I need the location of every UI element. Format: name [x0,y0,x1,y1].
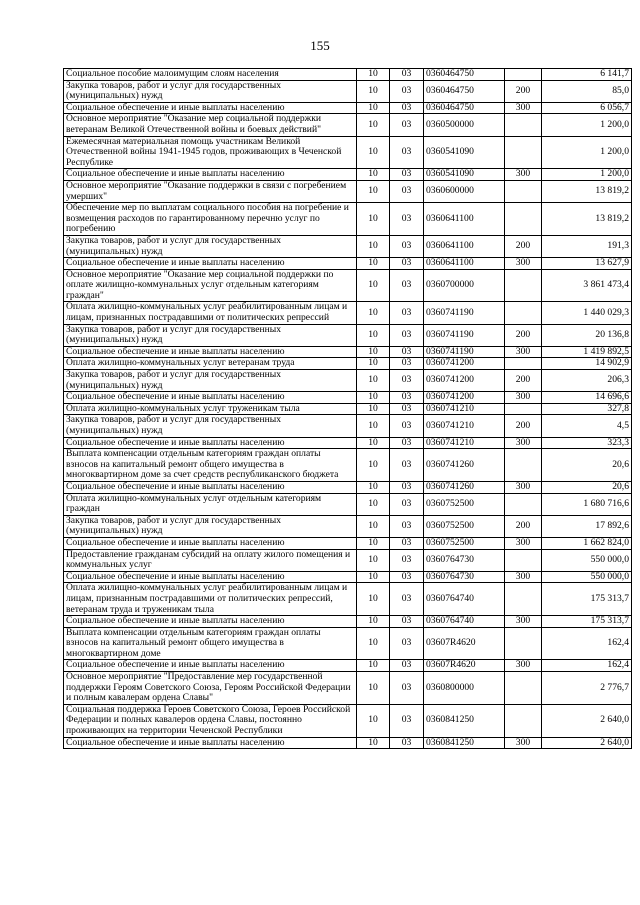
row-section-cell: 10 [357,737,390,749]
row-name-cell: Социальное обеспечение и иные выплаты населению [64,258,357,270]
row-name-cell: Основное мероприятие "Предоставление мер государственной поддержки Героям Советского Союза, Героям Российской Федерации и полным кавалерам ордена Славы" [64,672,357,705]
row-amount-cell: 14 696,6 [542,392,632,404]
table-row [64,672,632,705]
row-subsection-cell: 03 [390,203,424,236]
table-row [64,737,632,749]
row-name-cell: Закупка товаров, работ и услуг для государственных (муниципальных) нужд [64,370,357,392]
row-subsection-cell: 03 [390,403,424,415]
row-target-article-cell: 0360541090 [424,136,505,169]
row-name-cell: Основное мероприятие "Оказание мер социальной поддержки по оплате жилищно-коммунальных услуг отдельным категориям граждан" [64,269,357,302]
row-target-article-cell: 0360741210 [424,437,505,449]
row-subsection-cell: 03 [390,549,424,571]
row-amount-cell: 175 313,7 [542,583,632,616]
row-expense-type-cell [505,704,542,737]
row-amount-cell: 206,3 [542,370,632,392]
row-name-cell: Оплата жилищно-коммунальных услуг ветеранам труда [64,358,357,370]
row-amount-cell: 1 200,0 [542,169,632,181]
row-name-cell: Социальное обеспечение и иные выплаты населению [64,660,357,672]
row-name-cell: Социальное обеспечение и иные выплаты населению [64,346,357,358]
row-target-article-cell: 0360800000 [424,672,505,705]
row-subsection-cell: 03 [390,583,424,616]
row-subsection-cell: 03 [390,269,424,302]
row-name-cell: Закупка товаров, работ и услуг для государственных (муниципальных) нужд [64,515,357,537]
row-name-cell: Социальное обеспечение и иные выплаты населению [64,392,357,404]
row-subsection-cell: 03 [390,449,424,482]
table-row [64,415,632,437]
table-row [64,169,632,181]
row-target-article-cell: 03607R4620 [424,660,505,672]
row-name-cell: Социальное пособие малоимущим слоям населения [64,69,357,81]
row-section-cell: 10 [357,324,390,346]
row-amount-cell: 6 056,7 [542,102,632,114]
row-name-cell: Закупка товаров, работ и услуг для государственных (муниципальных) нужд [64,80,357,102]
row-subsection-cell: 03 [390,415,424,437]
row-subsection-cell: 03 [390,346,424,358]
row-name-cell: Ежемесячная материальная помощь участникам Великой Отечественной войны 1941-1945 годов, проживающих в Чеченской Республике [64,136,357,169]
row-name-cell: Социальное обеспечение и иные выплаты населению [64,737,357,749]
row-expense-type-cell: 300 [505,481,542,493]
row-amount-cell: 1 440 029,3 [542,302,632,324]
row-target-article-cell: 0360741260 [424,481,505,493]
table-row [64,346,632,358]
row-subsection-cell: 03 [390,627,424,660]
row-expense-type-cell: 300 [505,258,542,270]
row-name-cell: Социальное обеспечение и иные выплаты населению [64,537,357,549]
row-expense-type-cell [505,136,542,169]
table-row [64,136,632,169]
row-subsection-cell: 03 [390,114,424,136]
row-subsection-cell: 03 [390,515,424,537]
table-row [64,549,632,571]
row-name-cell: Социальное обеспечение и иные выплаты населению [64,571,357,583]
row-expense-type-cell: 300 [505,571,542,583]
row-name-cell: Предоставление гражданам субсидий на оплату жилого помещения и коммунальных услуг [64,549,357,571]
row-expense-type-cell: 200 [505,370,542,392]
row-amount-cell: 13 627,9 [542,258,632,270]
row-target-article-cell: 0360764730 [424,549,505,571]
row-section-cell: 10 [357,102,390,114]
row-target-article-cell: 0360600000 [424,180,505,202]
row-expense-type-cell: 200 [505,415,542,437]
row-amount-cell: 323,3 [542,437,632,449]
table-row [64,515,632,537]
row-subsection-cell: 03 [390,80,424,102]
row-target-article-cell: 0360641100 [424,235,505,257]
row-target-article-cell: 0360464750 [424,102,505,114]
row-name-cell: Основное мероприятие "Оказание поддержки в связи с погребением умерших" [64,180,357,202]
table-row [64,537,632,549]
row-section-cell: 10 [357,672,390,705]
row-expense-type-cell: 200 [505,235,542,257]
row-section-cell: 10 [357,537,390,549]
row-expense-type-cell [505,269,542,302]
row-amount-cell: 327,8 [542,403,632,415]
row-subsection-cell: 03 [390,704,424,737]
row-expense-type-cell: 300 [505,392,542,404]
row-section-cell: 10 [357,627,390,660]
row-expense-type-cell [505,203,542,236]
table-row [64,102,632,114]
row-amount-cell: 1 200,0 [542,114,632,136]
table-row [64,114,632,136]
row-name-cell: Закупка товаров, работ и услуг для государственных (муниципальных) нужд [64,324,357,346]
row-target-article-cell: 0360541090 [424,169,505,181]
table-row [64,358,632,370]
row-section-cell: 10 [357,269,390,302]
row-subsection-cell: 03 [390,180,424,202]
row-subsection-cell: 03 [390,493,424,515]
row-section-cell: 10 [357,571,390,583]
row-target-article-cell: 0360641100 [424,203,505,236]
row-section-cell: 10 [357,415,390,437]
row-target-article-cell: 0360741210 [424,415,505,437]
row-section-cell: 10 [357,203,390,236]
row-amount-cell: 20 136,8 [542,324,632,346]
row-section-cell: 10 [357,169,390,181]
row-expense-type-cell [505,627,542,660]
row-subsection-cell: 03 [390,737,424,749]
table-row [64,437,632,449]
row-subsection-cell: 03 [390,302,424,324]
row-expense-type-cell: 300 [505,616,542,628]
row-expense-type-cell [505,672,542,705]
row-amount-cell: 2 640,0 [542,737,632,749]
table-row [64,180,632,202]
table-row [64,370,632,392]
row-target-article-cell: 0360741200 [424,370,505,392]
row-section-cell: 10 [357,493,390,515]
row-amount-cell: 13 819,2 [542,180,632,202]
row-section-cell: 10 [357,302,390,324]
row-section-cell: 10 [357,449,390,482]
page-number: 155 [310,38,330,53]
table-row [64,481,632,493]
table-row [64,616,632,628]
row-subsection-cell: 03 [390,437,424,449]
row-section-cell: 10 [357,69,390,81]
row-expense-type-cell [505,302,542,324]
budget-table-body [64,69,632,749]
row-subsection-cell: 03 [390,481,424,493]
table-row [64,258,632,270]
row-subsection-cell: 03 [390,537,424,549]
row-amount-cell: 20,6 [542,481,632,493]
row-expense-type-cell [505,180,542,202]
row-amount-cell: 175 313,7 [542,616,632,628]
row-amount-cell: 2 776,7 [542,672,632,705]
row-name-cell: Оплата жилищно-коммунальных услуг реабилитированным лицам и лицам, признанных пострадавшими от политических репрессий [64,302,357,324]
row-subsection-cell: 03 [390,358,424,370]
row-target-article-cell: 0360841250 [424,737,505,749]
row-section-cell: 10 [357,403,390,415]
row-section-cell: 10 [357,114,390,136]
row-amount-cell: 1 662 824,0 [542,537,632,549]
row-expense-type-cell: 300 [505,169,542,181]
row-amount-cell: 2 640,0 [542,704,632,737]
row-name-cell: Закупка товаров, работ и услуг для государственных (муниципальных) нужд [64,235,357,257]
row-expense-type-cell: 200 [505,324,542,346]
row-expense-type-cell [505,358,542,370]
row-amount-cell: 85,0 [542,80,632,102]
row-section-cell: 10 [357,235,390,257]
budget-table [63,68,632,749]
row-target-article-cell: 0360764740 [424,583,505,616]
row-section-cell: 10 [357,358,390,370]
row-amount-cell: 3 861 473,4 [542,269,632,302]
row-section-cell: 10 [357,616,390,628]
row-section-cell: 10 [357,583,390,616]
table-row [64,392,632,404]
row-section-cell: 10 [357,481,390,493]
row-target-article-cell: 0360764740 [424,616,505,628]
table-row [64,69,632,81]
row-amount-cell: 20,6 [542,449,632,482]
row-expense-type-cell: 300 [505,346,542,358]
table-row [64,449,632,482]
row-section-cell: 10 [357,136,390,169]
row-section-cell: 10 [357,370,390,392]
row-name-cell: Выплата компенсации отдельным категориям граждан оплаты взносов на капитальный ремонт общего имущества в многоквартирном доме [64,627,357,660]
row-target-article-cell: 0360741190 [424,346,505,358]
table-row [64,203,632,236]
row-section-cell: 10 [357,180,390,202]
table-row [64,269,632,302]
row-expense-type-cell [505,114,542,136]
row-expense-type-cell: 300 [505,437,542,449]
row-expense-type-cell [505,403,542,415]
row-section-cell: 10 [357,704,390,737]
row-amount-cell: 13 819,2 [542,203,632,236]
row-name-cell: Основное мероприятие "Оказание мер социальной поддержки ветеранам Великой Отечественной войны и боевых действий" [64,114,357,136]
row-target-article-cell: 0360500000 [424,114,505,136]
row-subsection-cell: 03 [390,235,424,257]
row-amount-cell: 1 680 716,6 [542,493,632,515]
row-section-cell: 10 [357,346,390,358]
row-amount-cell: 1 419 892,5 [542,346,632,358]
row-target-article-cell: 0360841250 [424,704,505,737]
row-amount-cell: 550 000,0 [542,571,632,583]
row-expense-type-cell: 300 [505,660,542,672]
row-subsection-cell: 03 [390,370,424,392]
row-amount-cell: 162,4 [542,660,632,672]
row-expense-type-cell: 200 [505,515,542,537]
row-subsection-cell: 03 [390,571,424,583]
table-row [64,660,632,672]
row-target-article-cell: 0360764730 [424,571,505,583]
table-row [64,302,632,324]
row-expense-type-cell [505,583,542,616]
row-subsection-cell: 03 [390,324,424,346]
row-target-article-cell: 0360741200 [424,358,505,370]
row-subsection-cell: 03 [390,672,424,705]
row-amount-cell: 6 141,7 [542,69,632,81]
row-target-article-cell: 0360464750 [424,69,505,81]
row-amount-cell: 191,3 [542,235,632,257]
row-target-article-cell: 0360741190 [424,302,505,324]
row-amount-cell: 17 892,6 [542,515,632,537]
row-name-cell: Социальное обеспечение и иные выплаты населению [64,481,357,493]
table-row [64,627,632,660]
row-expense-type-cell: 300 [505,737,542,749]
row-target-article-cell: 0360741260 [424,449,505,482]
row-target-article-cell: 03607R4620 [424,627,505,660]
row-target-article-cell: 0360752500 [424,493,505,515]
table-row [64,493,632,515]
row-section-cell: 10 [357,515,390,537]
row-section-cell: 10 [357,80,390,102]
row-name-cell: Социальное обеспечение и иные выплаты населению [64,169,357,181]
row-amount-cell: 162,4 [542,627,632,660]
row-name-cell: Социальное обеспечение и иные выплаты населению [64,616,357,628]
table-row [64,403,632,415]
table-row [64,704,632,737]
row-target-article-cell: 0360741200 [424,392,505,404]
row-subsection-cell: 03 [390,69,424,81]
row-expense-type-cell: 300 [505,537,542,549]
row-expense-type-cell [505,549,542,571]
row-target-article-cell: 0360752500 [424,515,505,537]
row-target-article-cell: 0360741210 [424,403,505,415]
row-name-cell: Закупка товаров, работ и услуг для государственных (муниципальных) нужд [64,415,357,437]
row-name-cell: Социальное обеспечение и иные выплаты населению [64,102,357,114]
row-expense-type-cell: 200 [505,80,542,102]
row-section-cell: 10 [357,392,390,404]
row-amount-cell: 4,5 [542,415,632,437]
table-row [64,583,632,616]
row-name-cell: Оплата жилищно-коммунальных услуг отдельным категориям граждан [64,493,357,515]
row-target-article-cell: 0360700000 [424,269,505,302]
row-section-cell: 10 [357,549,390,571]
row-subsection-cell: 03 [390,660,424,672]
row-subsection-cell: 03 [390,258,424,270]
row-name-cell: Оплата жилищно-коммунальных услуг труженикам тыла [64,403,357,415]
row-subsection-cell: 03 [390,616,424,628]
row-subsection-cell: 03 [390,392,424,404]
table-row [64,324,632,346]
row-name-cell: Выплата компенсации отдельным категориям граждан оплаты взносов на капитальный ремонт общего имущества в многоквартирном доме за счет средств республиканского бюджета [64,449,357,482]
row-name-cell: Оплата жилищно-коммунальных услуг реабилитированным лицам и лицам, признанным пострадавшими от политических репрессий, ветеранам труда и труженикам тыла [64,583,357,616]
row-target-article-cell: 0360641100 [424,258,505,270]
table-row [64,571,632,583]
row-section-cell: 10 [357,660,390,672]
table-row [64,235,632,257]
row-target-article-cell: 0360741190 [424,324,505,346]
row-name-cell: Социальная поддержка Героев Советского Союза, Героев Российской Федерации и полных кавалеров ордена Славы, постоянно проживающих на территории Чеченской Республики [64,704,357,737]
row-amount-cell: 14 902,9 [542,358,632,370]
row-amount-cell: 550 000,0 [542,549,632,571]
row-name-cell: Социальное обеспечение и иные выплаты населению [64,437,357,449]
row-name-cell: Обеспечение мер по выплатам социального пособия на погребение и возмещения расходов по гарантированному перечню услуг по погребению [64,203,357,236]
row-expense-type-cell [505,449,542,482]
row-amount-cell: 1 200,0 [542,136,632,169]
row-expense-type-cell: 300 [505,102,542,114]
row-subsection-cell: 03 [390,169,424,181]
row-expense-type-cell [505,69,542,81]
row-target-article-cell: 0360752500 [424,537,505,549]
row-section-cell: 10 [357,437,390,449]
table-row [64,80,632,102]
row-section-cell: 10 [357,258,390,270]
row-subsection-cell: 03 [390,102,424,114]
row-expense-type-cell [505,493,542,515]
row-target-article-cell: 0360464750 [424,80,505,102]
row-subsection-cell: 03 [390,136,424,169]
